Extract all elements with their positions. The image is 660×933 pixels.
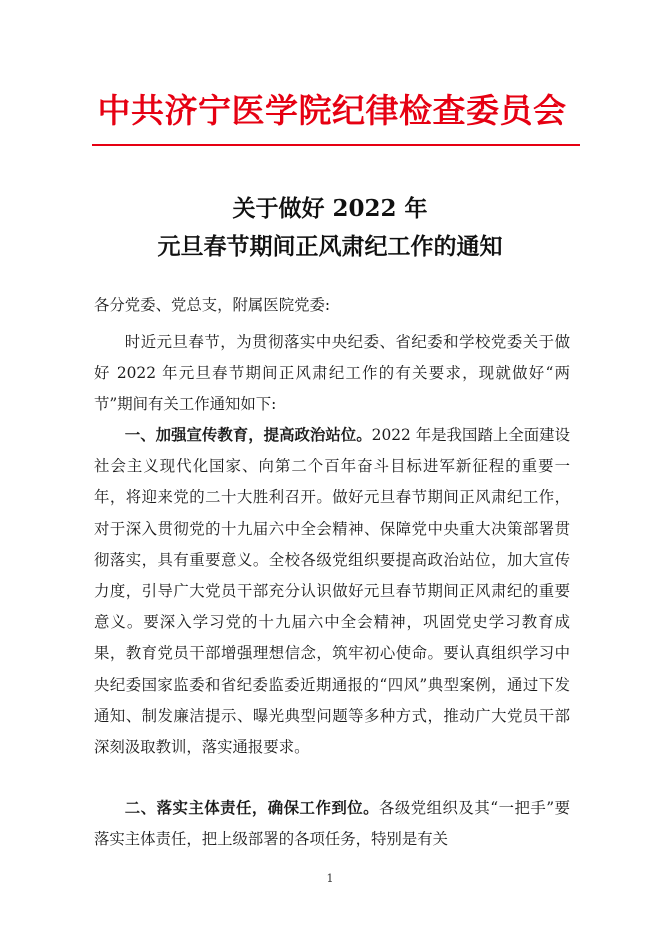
section-1-body: 2022 年是我国踏上全面建设社会主义现代化国家、向第二个百年奋斗目标进军新征程的重要一年，将迎来党的二十大胜利召开。做好元旦春节期间正风肃纪工作，对于深入贯彻党的十九届六中全会精神、保障党中央重大决策部署贯彻落实，具有重要意义。全校各级党组织要提高政治站位，加大宣传力度，引导广大党员干部充分认识做好元旦春节期间正风肃纪的重要意义。要深入学习党的十九届六中全会精神，巩固党史学习教育成果，教育党员干部增强理想信念，筑牢初心使命。要认真组织学习中央纪委国家监委和省纪委监委近期通报的“四风”典型案例，通过下发通知、制发廉洁提示、曝光典型问题等多种方式，推动广大党员干部深刻汲取教训，落实通报要求。 — [94, 426, 570, 757]
section-2-paragraph — [94, 793, 570, 855]
section-2-block — [94, 793, 570, 855]
document-title-line-2: 元旦春节期间正风肃纪工作的通知 — [157, 233, 503, 260]
header-red-rule — [92, 144, 580, 146]
issuer-header: 中共济宁医学院纪律检查委员会 — [97, 91, 567, 130]
section-2-heading: 二、落实主体责任，确保工作到位。 — [124, 799, 379, 817]
section-1-heading: 一、加强宣传教育，提高政治站位。 — [124, 426, 372, 444]
section-1-block — [94, 420, 570, 763]
document-title-line-1: 关于做好 2022 年 — [232, 195, 428, 222]
salutation: 各分党委、党总支，附属医院党委: — [94, 296, 331, 314]
page-number: 1 — [326, 872, 334, 885]
intro-paragraph: 时近元旦春节，为贯彻落实中央纪委、省纪委和学校党委关于做好 2022 年元旦春节期间正风肃纪工作的有关要求，现就做好“两节”期间有关工作通知如下: — [94, 333, 570, 414]
section-1-paragraph — [94, 420, 570, 763]
intro-paragraph-block — [94, 327, 570, 421]
section-2-body: 各级党组织及其“一把手”要落实主体责任，把上级部署的各项任务，特别是有关 — [94, 799, 570, 849]
